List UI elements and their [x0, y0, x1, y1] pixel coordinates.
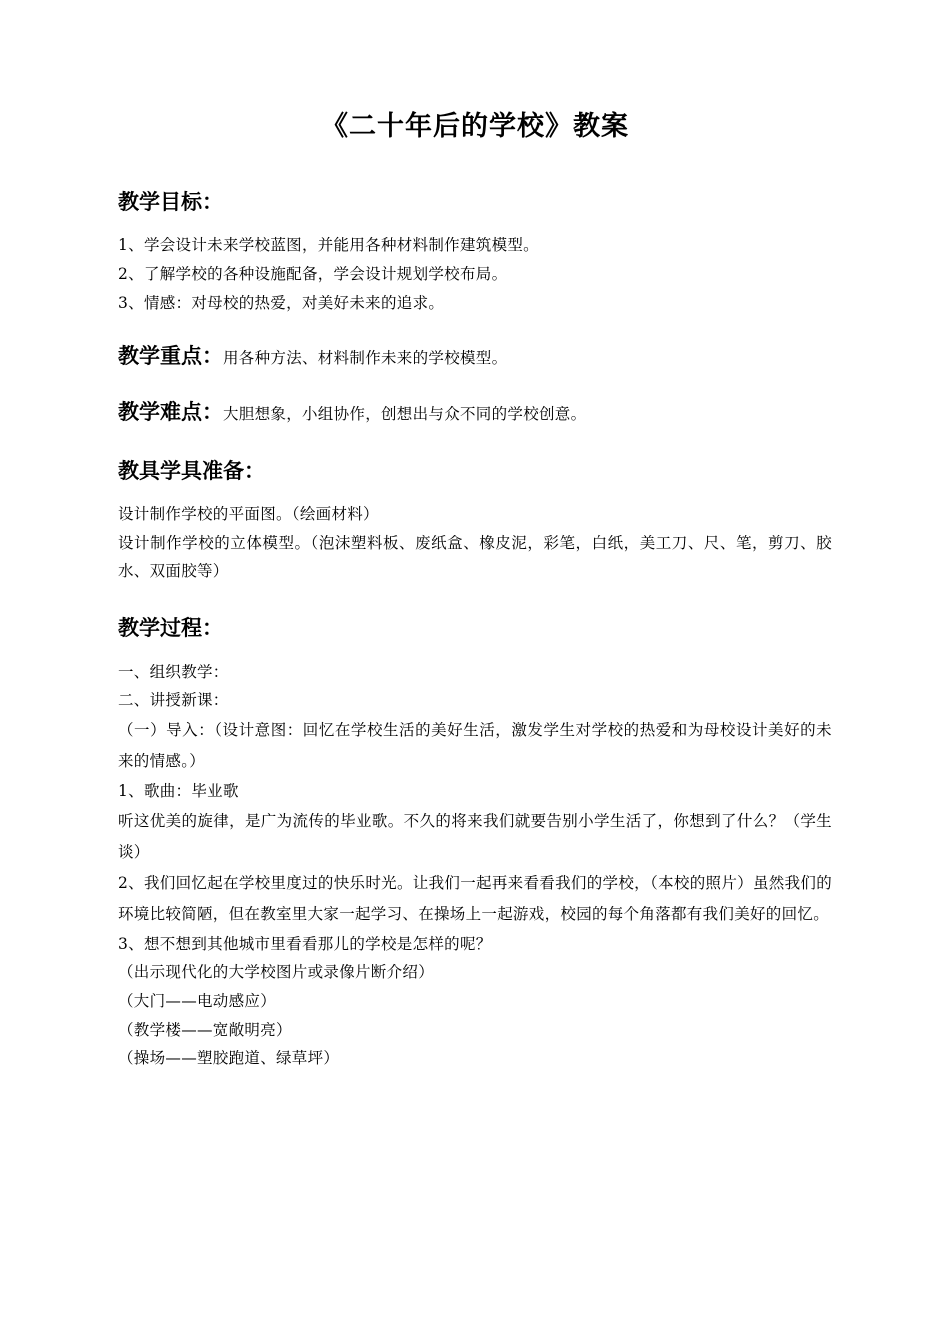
- section-process: [118, 612, 832, 1073]
- process-line-8: （出示现代化的大学校图片或录像片断介绍）: [118, 963, 435, 982]
- materials-line-1: 设计制作学校的平面图。（绘画材料）: [118, 505, 379, 523]
- process-line-5: 听这优美的旋律，是广为流传的毕业歌。不久的将来我们就要告别小学生活了，你想到了什么？（学生谈）: [118, 811, 832, 861]
- section-difficulty: [118, 395, 832, 429]
- page-title: 《二十年后的学校》教案: [321, 111, 629, 142]
- process-line-10: （教学楼——宽敞明亮）: [118, 1020, 292, 1039]
- section-heading-objectives: 教学目标：: [118, 188, 223, 214]
- section-heading-process: 教学过程：: [118, 615, 223, 641]
- objective-line-1: 1、学会设计未来学校蓝图，并能用各种材料制作建筑模型。: [118, 236, 539, 255]
- section-heading-key-point: 教学重点：: [118, 343, 223, 369]
- process-line-9: （大门——电动感应）: [118, 991, 277, 1010]
- section-key-point: [118, 339, 832, 373]
- process-line-4: 1、歌曲：毕业歌: [118, 781, 239, 800]
- process-line-2: 二、讲授新课：: [118, 691, 229, 710]
- objective-line-2: 2、了解学校的各种设施配备，学会设计规划学校布局。: [118, 264, 508, 283]
- materials-line-2: 设计制作学校的立体模型。（泡沫塑料板、废纸盒、橡皮泥，彩笔，白纸，美工刀、尺、笔，剪刀、胶水、双面胶等）: [118, 533, 832, 581]
- section-text-key-point: 用各种方法、材料制作未来的学校模型。: [223, 349, 508, 368]
- section-materials: [118, 455, 832, 587]
- process-line-1: 一、组织教学：: [118, 662, 229, 681]
- section-heading-materials: 教具学具准备：: [118, 457, 265, 483]
- process-line-11: （操场——塑胶跑道、绿草坪）: [118, 1049, 340, 1068]
- section-objectives: [118, 186, 832, 318]
- section-heading-difficulty: 教学难点：: [118, 398, 223, 424]
- process-line-3: （一）导入：（设计意图：回忆在学校生活的美好生活，激发学生对学校的热爱和为母校设计美好的未来的情感。）: [118, 720, 832, 770]
- process-line-6: 2、我们回忆起在学校里度过的快乐时光。让我们一起再来看看我们的学校，（本校的照片）虽然我们的环境比较简陋，但在教室里大家一起学习、在操场上一起游戏，校园的每个角落都有我们美好的回忆。: [118, 873, 832, 923]
- objective-line-3: 3、情感：对母校的热爱，对美好未来的追求。: [118, 293, 445, 312]
- section-text-difficulty: 大胆想象，小组协作，创想出与众不同的学校创意。: [223, 404, 587, 423]
- process-line-7: 3、想不想到其他城市里看看那儿的学校是怎样的呢？: [118, 934, 492, 953]
